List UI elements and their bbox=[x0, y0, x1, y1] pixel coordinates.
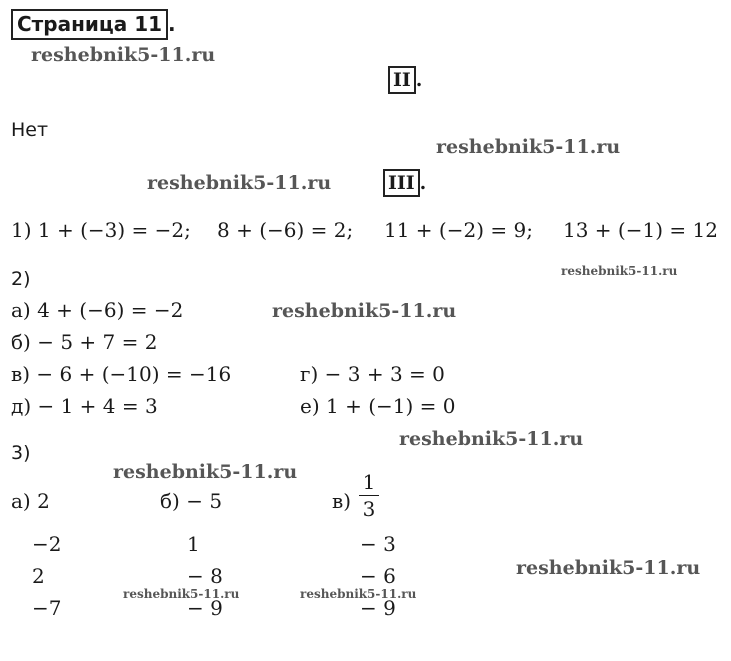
task1-eq1: 1) 1 + (−3) = −2; bbox=[11, 218, 191, 242]
task3-col-a-item: −2 bbox=[32, 532, 62, 556]
section-ii-answer: Нет bbox=[11, 119, 49, 141]
task3-col-a-item: 2 bbox=[32, 564, 45, 588]
section-ii-heading bbox=[388, 66, 422, 94]
task3-col-a-item: −7 bbox=[32, 596, 62, 620]
watermark: reshebnik5-11.ru bbox=[31, 44, 216, 66]
watermark: reshebnik5-11.ru bbox=[300, 587, 417, 601]
task3-label: 3) bbox=[11, 442, 31, 464]
section-iii-heading bbox=[383, 169, 426, 197]
section-ii-box bbox=[388, 66, 416, 94]
task3-col-b-item: − 9 bbox=[187, 596, 223, 620]
task2-b: б) − 5 + 7 = 2 bbox=[11, 330, 158, 354]
section-ii-suffix: . bbox=[415, 69, 423, 91]
task1-eq2: 8 + (−6) = 2; bbox=[217, 218, 354, 242]
section-ii-numeral: II bbox=[393, 69, 411, 91]
watermark: reshebnik5-11.ru bbox=[147, 172, 332, 194]
fraction-bar bbox=[359, 495, 379, 496]
watermark: reshebnik5-11.ru bbox=[561, 264, 678, 278]
page-label: Страница 11 bbox=[17, 12, 163, 36]
task3-a-head: а) 2 bbox=[11, 489, 50, 513]
task3-col-b-item: 1 bbox=[187, 532, 200, 556]
watermark: reshebnik5-11.ru bbox=[436, 136, 621, 158]
task3-col-v-item: − 6 bbox=[360, 564, 396, 588]
task3-col-v-item: − 9 bbox=[360, 596, 396, 620]
watermark: reshebnik5-11.ru bbox=[272, 300, 457, 322]
page-title bbox=[11, 9, 176, 40]
section-iii-suffix: . bbox=[419, 172, 427, 194]
task3-v-prefix: в) bbox=[332, 489, 352, 513]
page-label-suffix: . bbox=[168, 12, 176, 36]
task1-eq3: 11 + (−2) = 9; bbox=[384, 218, 533, 242]
task2-v: в) − 6 + (−10) = −16 bbox=[11, 362, 232, 386]
task3-col-b-item: − 8 bbox=[187, 564, 223, 588]
task3-col-v-item: − 3 bbox=[360, 532, 396, 556]
watermark: reshebnik5-11.ru bbox=[123, 587, 240, 601]
fraction-numerator: 1 bbox=[362, 470, 376, 494]
task2-d: д) − 1 + 4 = 3 bbox=[11, 394, 158, 418]
task1-eq4: 13 + (−1) = 12 bbox=[563, 218, 718, 242]
page-label-box bbox=[11, 9, 168, 40]
task2-label: 2) bbox=[11, 268, 31, 290]
task2-a: а) 4 + (−6) = −2 bbox=[11, 298, 184, 322]
section-iii-box bbox=[383, 169, 420, 197]
watermark: reshebnik5-11.ru bbox=[399, 428, 584, 450]
task2-g: г) − 3 + 3 = 0 bbox=[300, 362, 445, 386]
fraction-denominator: 3 bbox=[362, 497, 376, 521]
task3-v-fraction bbox=[358, 470, 380, 521]
section-iii-numeral: III bbox=[388, 172, 415, 194]
task2-e: е) 1 + (−1) = 0 bbox=[300, 394, 456, 418]
task3-b-head: б) − 5 bbox=[160, 489, 223, 513]
watermark: reshebnik5-11.ru bbox=[113, 461, 298, 483]
watermark: reshebnik5-11.ru bbox=[516, 557, 701, 579]
